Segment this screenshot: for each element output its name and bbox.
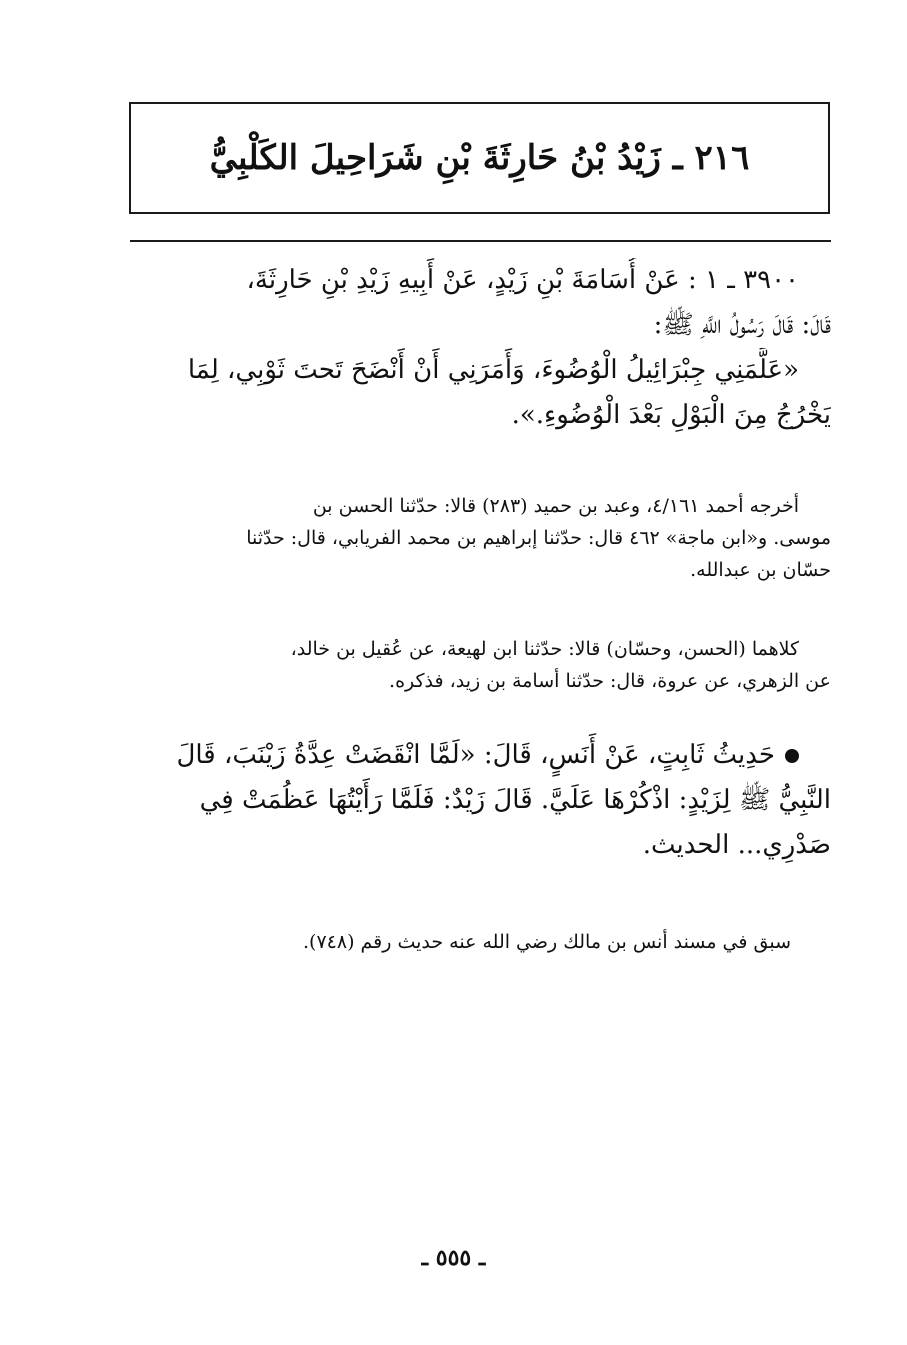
takhrij-line: أخرجه أحمد ٤/١٦١، وعبد بن حميد (٢٨٣) قالا: حدّثنا الحسن بن xyxy=(312,495,799,517)
hadith-line-text: حَدِيثُ ثَابِتٍ، عَنْ أَنَسٍ، قَالَ: «لَمَّا انْقَضَتْ عِدَّةُ زَيْنَبَ، قَالَ xyxy=(176,740,775,770)
hadith-line: يَخْرُجُ مِنَ الْبَوْلِ بَعْدَ الْوُضُوءِ.». xyxy=(511,400,831,430)
takhrij-paragraph-2 xyxy=(131,633,831,697)
separator-rule xyxy=(130,240,831,242)
takhrij-line: عن الزهري، عن عروة، قال: حدّثنا أسامة بن زيد، فذكره. xyxy=(389,670,831,692)
hadith-line: قَالَ: قَالَ رَسُولُ اللَّهِ ﷺ: xyxy=(653,310,831,340)
takhrij-line: كلاهما (الحسن، وحسّان) قالا: حدّثنا ابن لهيعة، عن عُقيل بن خالد، xyxy=(290,638,799,660)
hadith-thabit xyxy=(131,733,831,868)
takhrij-paragraph-1 xyxy=(131,490,831,586)
reference-note: سبق في مسند أنس بن مالك رضي الله عنه حديث رقم (٧٤٨). xyxy=(303,931,791,953)
takhrij-line: موسى. و«ابن ماجة» ٤٦٢ قال: حدّثنا إبراهيم بن محمد الفريابي، قال: حدّثنا xyxy=(246,527,831,549)
bullet-icon xyxy=(785,749,799,763)
hadith-line xyxy=(131,733,831,778)
hadith-3900 xyxy=(131,258,831,438)
page-number: ـ ٥٥٥ ـ xyxy=(421,1245,486,1271)
takhrij-line: حسّان بن عبدالله. xyxy=(690,559,831,581)
hadith-line: ٣٩٠٠ ـ ١ : عَنْ أُسَامَةَ بْنِ زَيْدٍ، عَنْ أَبِيهِ زَيْدِ بْنِ حَارِثَةَ، xyxy=(246,265,799,295)
reference-note-block xyxy=(131,926,831,958)
chapter-title: ٢١٦ ـ زَيْدُ بْنُ حَارِثَةَ بْنِ شَرَاحِيلَ الكَلْبِيُّ xyxy=(209,138,750,178)
hadith-line: «عَلَّمَنِي جِبْرَائِيلُ الْوُضُوءَ، وَأَمَرَنِي أَنْ أَنْضَحَ تَحتَ ثَوْبِي، لِمَا xyxy=(187,355,799,385)
hadith-line: صَدْرِي... الحديث. xyxy=(642,830,831,860)
hadith-line: النَّبِيُّ ﷺ لِزَيْدٍ: اذْكُرْهَا عَلَيَّ. قَالَ زَيْدٌ: فَلَمَّا رَأَيْتُهَا عَظُمَتْ فِي xyxy=(199,785,831,815)
chapter-title-box xyxy=(129,102,830,214)
